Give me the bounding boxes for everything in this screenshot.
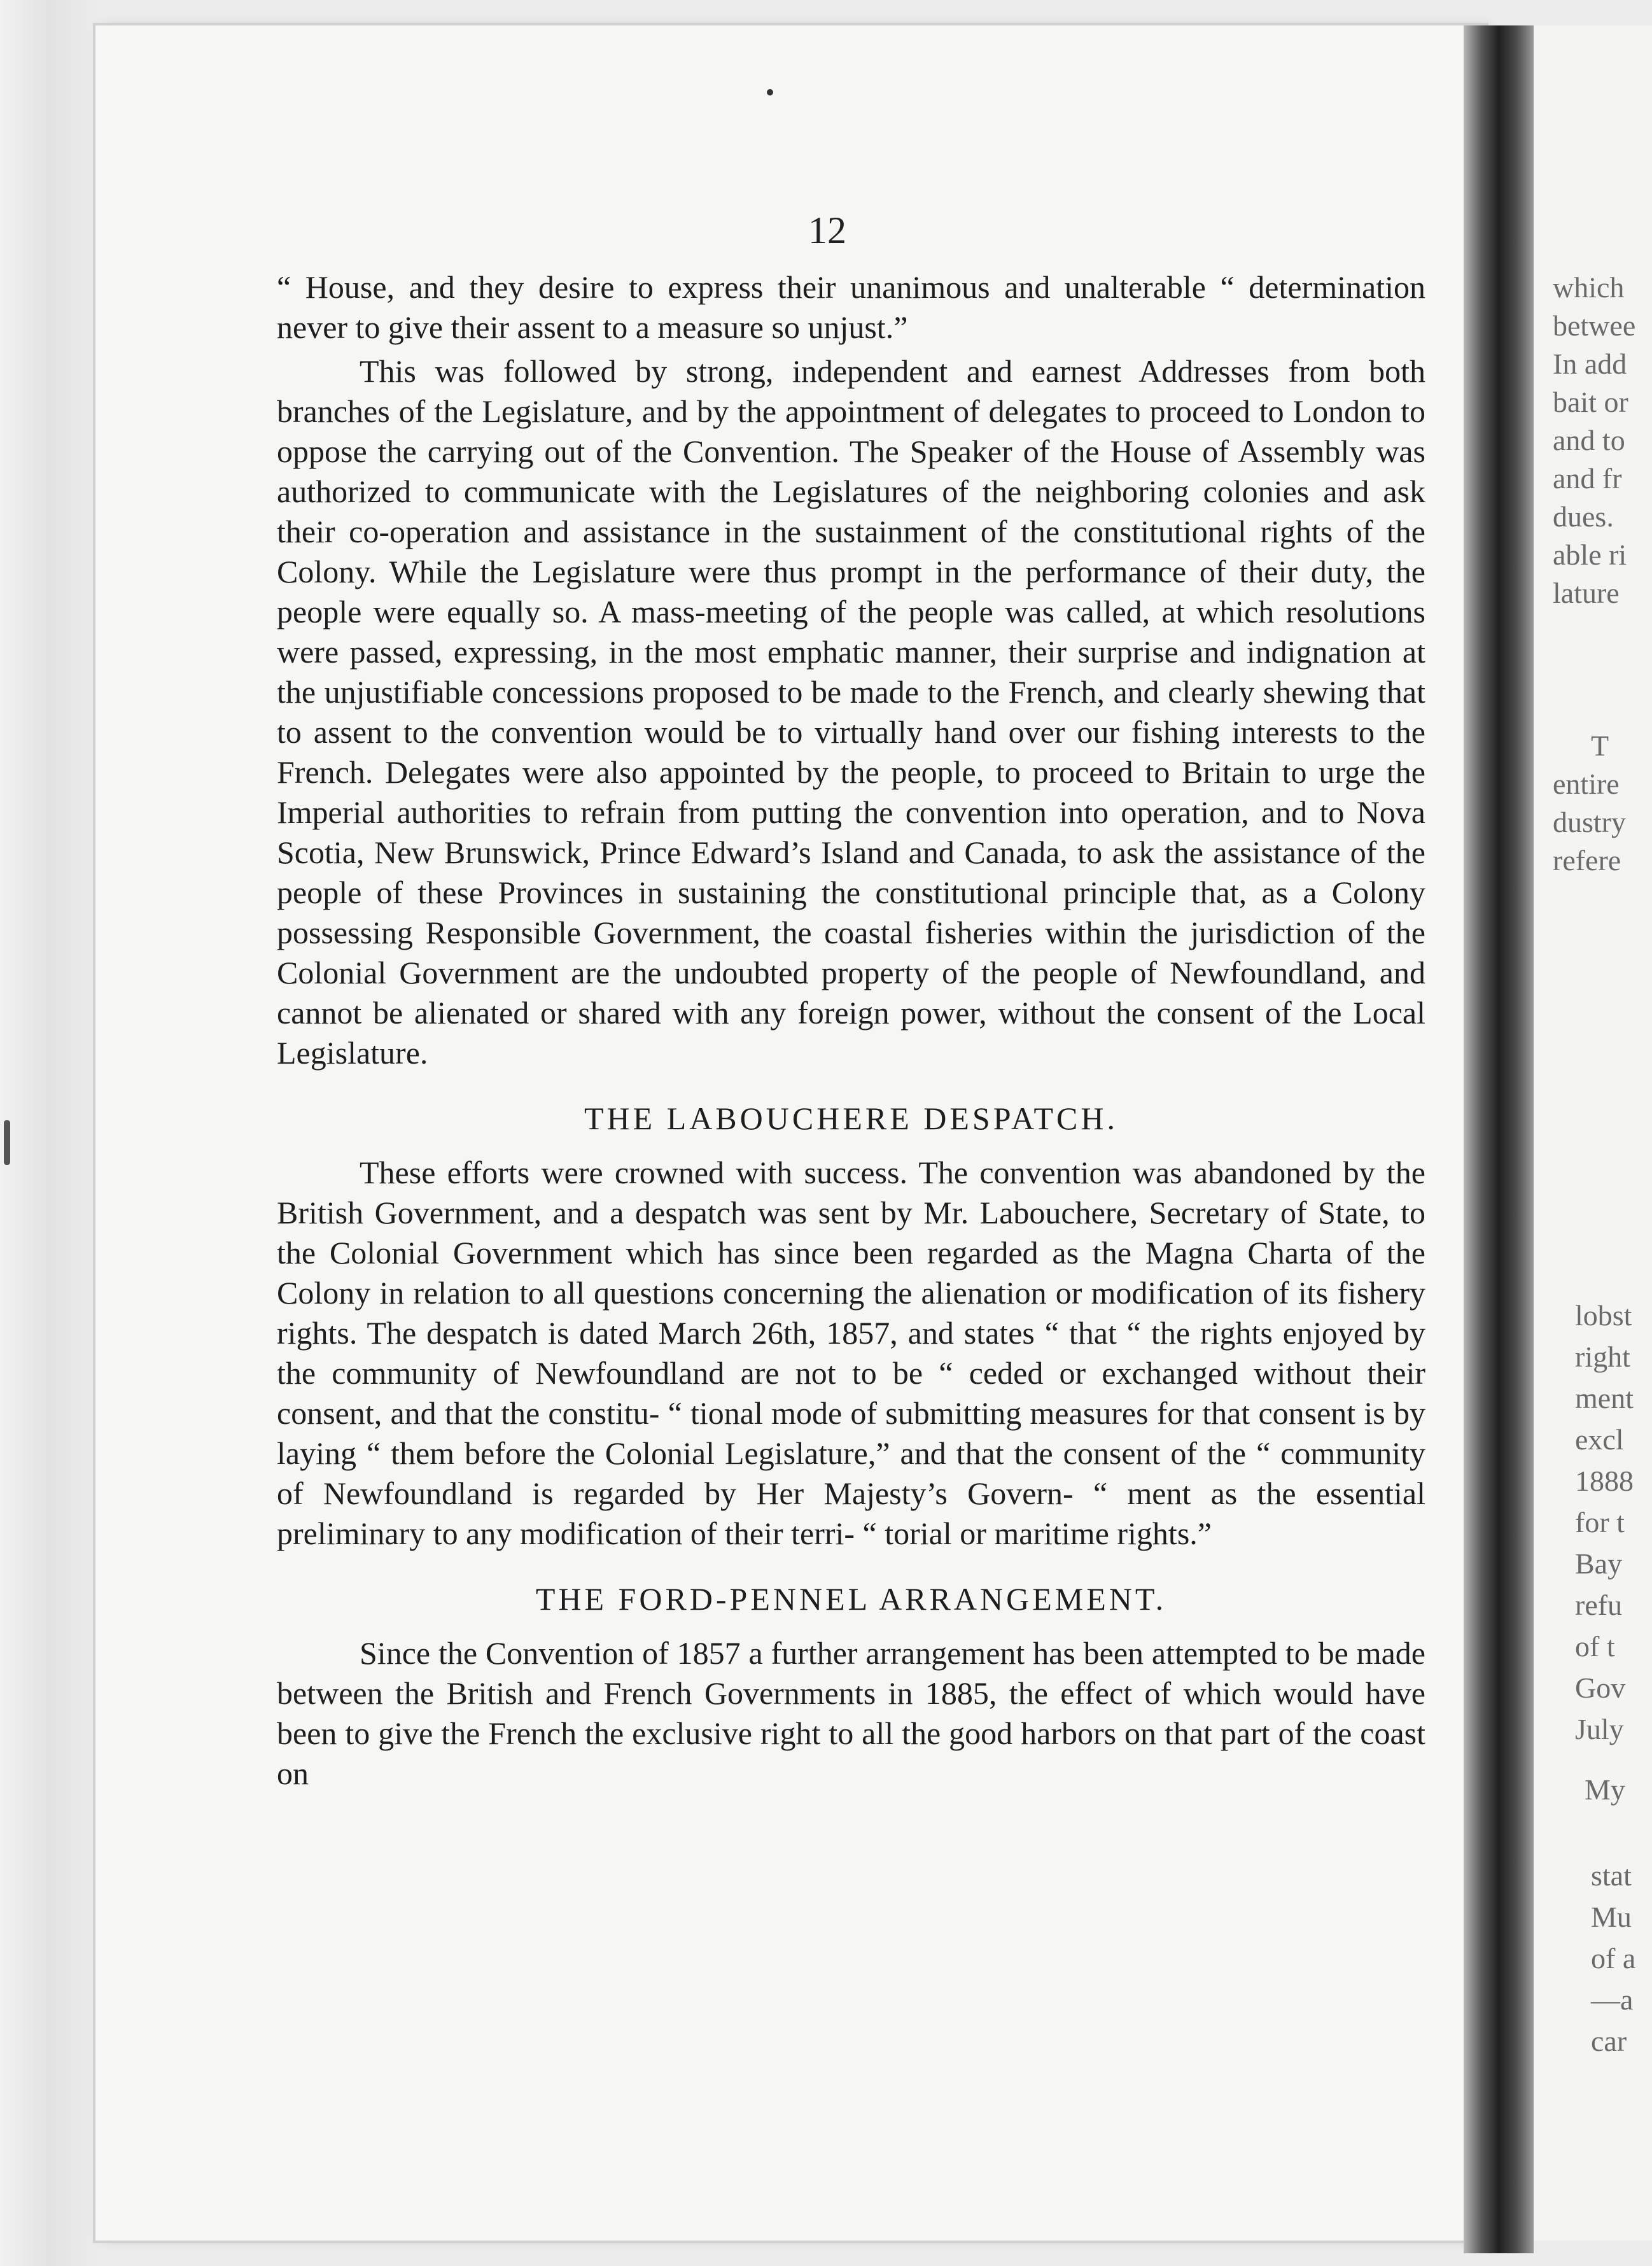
facing-line: lature: [1553, 577, 1620, 609]
facing-line: and to: [1553, 424, 1625, 456]
page-body: [277, 267, 1425, 1798]
facing-line: July: [1575, 1713, 1624, 1745]
ink-dot: [767, 89, 773, 95]
section-heading: THE LABOUCHERE DESPATCH.: [584, 1101, 1119, 1136]
facing-line: —a: [1591, 1983, 1634, 2016]
facing-line: ment: [1575, 1382, 1634, 1414]
facing-line: car: [1591, 2025, 1627, 2057]
facing-line: excl: [1575, 1423, 1624, 1456]
facing-line: for t: [1575, 1506, 1625, 1538]
facing-line: refu: [1575, 1589, 1623, 1621]
facing-line: My: [1585, 1773, 1625, 1806]
facing-line: In add: [1553, 348, 1627, 380]
facing-line: dues.: [1553, 500, 1614, 533]
facing-page: [1534, 25, 1652, 2241]
facing-line: entire: [1553, 768, 1620, 800]
facing-line: Gov: [1575, 1671, 1626, 1704]
facing-line: bait or: [1553, 386, 1628, 418]
facing-line: stat: [1591, 1859, 1632, 1892]
facing-line: which: [1553, 271, 1625, 304]
facing-line: lobst: [1575, 1299, 1632, 1332]
facing-line: able ri: [1553, 538, 1627, 571]
book-gutter: [1464, 25, 1534, 2253]
facing-line: refere: [1553, 844, 1621, 876]
facing-line: Bay: [1575, 1547, 1623, 1580]
facing-line: Mu: [1591, 1901, 1632, 1933]
facing-line: betwee: [1553, 309, 1636, 342]
facing-line: and fr: [1553, 462, 1622, 495]
quote-continuation-paragraph: “ House, and they desire to express their unanimous and unalterable “ determination never to give their assent to a measure so unjust.”: [277, 269, 1425, 345]
page-number: 12: [808, 209, 846, 251]
body-paragraph: This was followed by strong, independent and earnest Addresses from both branches of the Legislature, and by the appointment of delegates to proceed to London to oppose the carrying out of the Convention. The Speaker of the House of Assembly was authorized to communicate with the Legislatures of the neighboring colonies and ask their co-operation and assistance in the sustainment of the constitutional rights of the Colony. While the Legislature were thus prompt in the performance of their duty, the people were equally so. A mass-meeting of the people was called, at which resolutions were passed, expressing, in the most emphatic manner, their surprise and indignation at the unjustifiable concessions proposed to be made to the French, and clearly shewing that to assent to the convention would be to virtually hand over our fishing interests to the French. Delegates were also appointed by the people, to proceed to Britain to urge the Imperial authorities to refrain from putting the convention into operation, and to Nova Scotia, New Brunswick, Prince Edward’s Island and Canada, to ask the assistance of the people of these Provinces in sustaining the constitutional principle that, as a Colony possessing Responsible Government, the coastal fisheries within the jurisdiction of the Colonial Government are the undoubted property of the people of Newfoundland, and cannot be alienated or shared with any foreign power, without the consent of the Local Legislature.: [277, 353, 1425, 1071]
body-paragraph: Since the Convention of 1857 a further arrangement has been attempted to be made between the British and French Governments in 1885, the effect of which would have been to give the French the exclusive right to all the good harbors on that part of the coast on: [277, 1635, 1425, 1791]
facing-line: T: [1591, 729, 1609, 762]
facing-line: of a: [1591, 1942, 1636, 1974]
facing-line: 1888: [1575, 1465, 1634, 1497]
body-paragraph: These efforts were crowned with success. The convention was abandoned by the British Government, and a despatch was sent by Mr. Labouchere, Secretary of State, to the Colonial Government which has since been regarded as the Magna Charta of the Colony in relation to all questions concerning the alienation or modification of its fishery rights. The despatch is dated March 26th, 1857, and states “ that “ the rights enjoyed by the community of Newfoundland are not to be “ ceded or exchanged without their consent, and that the constitu- “ tional mode of submitting measures for that consent is by laying “ them before the Colonial Legislature,” and that the consent of the “ community of Newfoundland is regarded by Her Majesty’s Govern- “ ment as the essential preliminary to any modification of their terri- “ torial or maritime rights.”: [277, 1155, 1425, 1551]
section-heading: THE FORD-PENNEL ARRANGEMENT.: [535, 1581, 1167, 1617]
facing-line: of t: [1575, 1630, 1615, 1663]
scan-margin-mark: [4, 1120, 10, 1165]
facing-line: dustry: [1553, 806, 1626, 838]
facing-line: right: [1575, 1341, 1630, 1373]
